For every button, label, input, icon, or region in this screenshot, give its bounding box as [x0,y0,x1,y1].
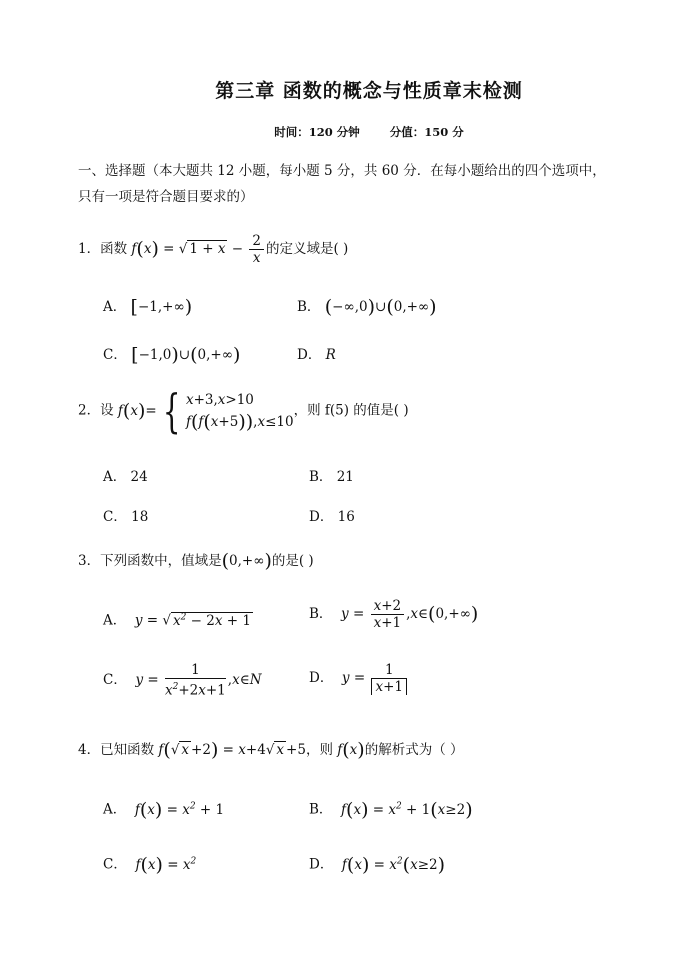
option-2c: C． 18 [103,509,149,525]
option-3d: D． y = $\frac{1}{x+1}$ [309,662,409,695]
option-1b: B． (−∞,0)∪(0,+∞) [297,296,437,318]
section-heading-line1: 一、选择题（本大题共 12 小题，每小题 5 分，共 60 分．在每小题给出的四个选项中， [78,163,606,179]
question-4: 4．已知函数 f(√ x +2) = x+4√ x +5，则 f(x)的解析式为（ ） [78,739,464,761]
question-stem: 函数 [100,241,128,257]
option-3b: B． y = $\frac{x+2}{x+1}$ ,x∈(0,+∞) [309,598,479,631]
question-2: 2．设 f(x)= { x+3,x>10 f(f(x+5)),x≤10 ，则 f(5) 的值是( ) [78,384,409,438]
section-heading-line2: 只有一项是符合题目要求的） [78,189,254,205]
option-4b: B． $f(x) = x^2 + 1(x\ge 2)$ [309,798,473,821]
option-4c: C． $f(x) = x^2$ [103,853,197,876]
option-2b: B． 21 [309,469,354,485]
exam-score: 分值：150 分 [389,125,464,139]
formula: f(x) = √ 1 + x − $\frac{2}{x}$ [131,241,266,257]
exam-time: 时间：120 分钟 [274,125,360,139]
option-2d: D． 16 [309,509,355,525]
option-1c: C． [−1,0)∪(0,+∞) [103,344,241,366]
piecewise-formula: f(x)= { x+3,x>10 f(f(x+5)),x≤10 [117,384,294,438]
question-1 [78,233,348,266]
question-stem-end: 的定义域是( ) [265,241,349,257]
question-number: 1． [78,241,101,257]
option-4a: A． $f(x) = x^2 + 1$ [103,798,225,821]
option-3a: A． y = √ $x^2 - 2x + 1$ [103,612,251,629]
option-2a: A． 24 [103,469,148,485]
option-1a: A． [−1,+∞) [103,296,193,318]
question-3: 3．下列函数中，值域是(0,+∞)的是( ) [78,550,314,572]
option-3c: C． y = $\frac{1}{x^2+2x+1}$ ,x∈N [103,662,262,699]
exam-info [0,124,688,140]
option-4d: D． $f(x) = x^2(x\ge 2)$ [309,853,446,876]
page-title: 第三章 函数的概念与性质章末检测 [215,80,523,102]
option-1d: D． R [297,347,336,363]
